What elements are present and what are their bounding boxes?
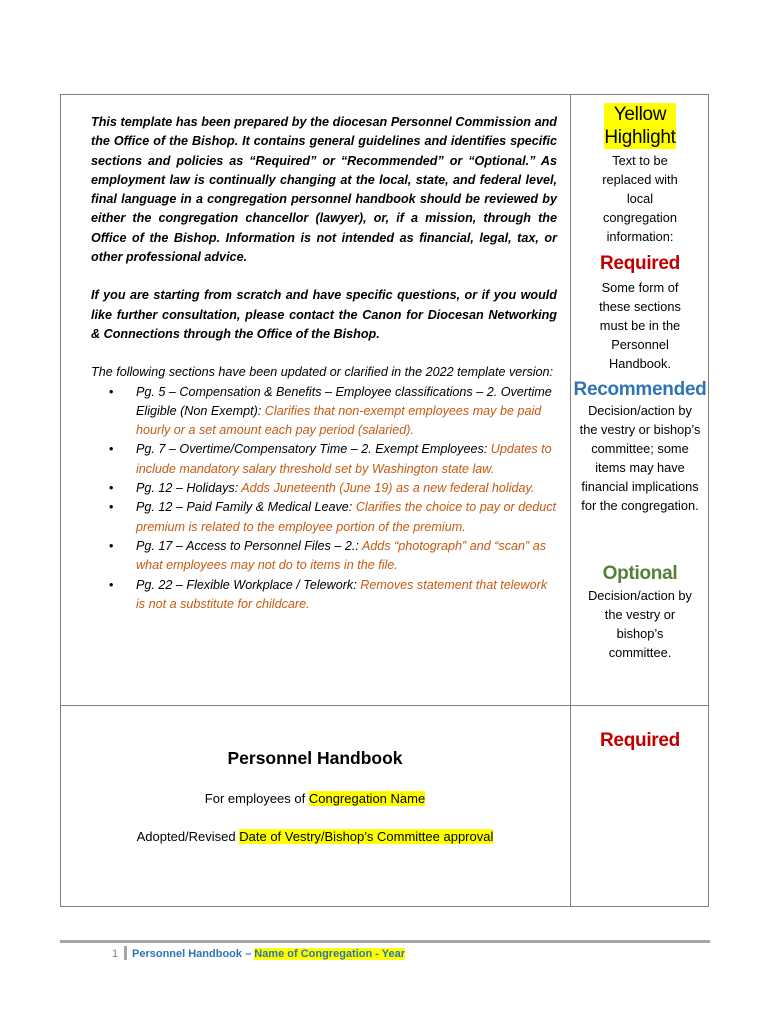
updates-list	[91, 383, 557, 615]
updates-lead: The following sections have been updated or clarified in the 2022 template version:	[91, 365, 554, 380]
adopted-line: Adopted/Revised Date of Vestry/Bishop’s Committee approval	[136, 829, 494, 844]
legend-required	[571, 252, 709, 373]
legend-yellow	[571, 103, 709, 246]
list-item: • Pg. 17 – Access to Personnel Files – 2.: Adds “photograph” and “scan” as what employees may not do to items in the file.	[136, 537, 557, 576]
legend-optional-desc: Decision/action by the vestry or bishop’s committee.	[588, 588, 692, 660]
legend-recommended-label: Recommended	[573, 379, 707, 400]
footer-rule	[60, 940, 710, 943]
footer-divider	[124, 946, 127, 960]
list-item: • Pg. 22 – Flexible Workplace / Telework: Removes statement that telework is not a substitute for childcare.	[136, 576, 557, 615]
list-item: • Pg. 7 – Overtime/Compensatory Time – 2. Exempt Employees: Updates to include mandatory salary threshold set by Washington state law.	[136, 440, 557, 479]
list-item: • Pg. 12 – Paid Family & Medical Leave: Clarifies the choice to pay or deduct premium is related to the employee portion of the premium.	[136, 498, 557, 537]
for-employees-line: For employees of Congregation Name	[204, 791, 426, 806]
list-item: • Pg. 5 – Compensation & Benefits – Employee classifications – 2. Overtime Eligible (Non Exempt): Clarifies that non-exempt employees may be paid hourly or a set amount each pay period (salaried).	[136, 383, 557, 441]
page-number: 1	[112, 948, 119, 960]
intro-paragraph-1: This template has been prepared by the diocesan Personnel Commission and the Office of the Bishop. It contains general guidelines and identifies specific sections and policies as “Required” or “Recommended” or “Optional.” As employment law is continually changing at the local, state, and federal level, final language in a congregation personnel handbook should be reviewed by either the congregation chancellor (lawyer), or, if a mission, through the Office of the Bishop. Information is not intended as financial, legal, tax, or other professional advice.	[91, 115, 557, 265]
footer-placeholder: Name of Congregation - Year	[254, 948, 406, 960]
legend-required-desc: Some form of these sections must be in the Personnel Handbook.	[599, 280, 681, 371]
approval-date-placeholder: Date of Vestry/Bishop’s Committee approval	[239, 829, 494, 844]
intro-cell	[91, 113, 557, 614]
page-footer	[112, 946, 405, 961]
table-row-divider	[60, 705, 709, 706]
legend-optional	[571, 562, 709, 662]
title-section-side	[571, 729, 709, 752]
footer-text: Personnel Handbook –	[132, 948, 255, 960]
legend-yellow-desc: Text to be replaced with local congregation information:	[602, 153, 678, 244]
page-title: Personnel Handbook	[227, 748, 403, 768]
list-item: • Pg. 12 – Holidays: Adds Juneteenth (June 19) as a new federal holiday.	[136, 479, 557, 498]
legend-required-label: Required	[600, 253, 680, 274]
legend-optional-label: Optional	[602, 563, 678, 584]
intro-paragraph-2: If you are starting from scratch and have specific questions, or if you would like further consultation, please contact the Canon for Diocesan Networking & Connections through the Office of the Bishop.	[91, 288, 557, 341]
congregation-name-placeholder: Congregation Name	[308, 791, 426, 806]
legend-recommended-desc: Decision/action by the vestry or bishop’s committee; some items may have financial implications for the congregation.	[579, 403, 701, 513]
legend-recommended	[571, 378, 709, 515]
legend-yellow-label: Yellow Highlight	[604, 104, 676, 148]
title-required-label: Required	[600, 730, 680, 751]
